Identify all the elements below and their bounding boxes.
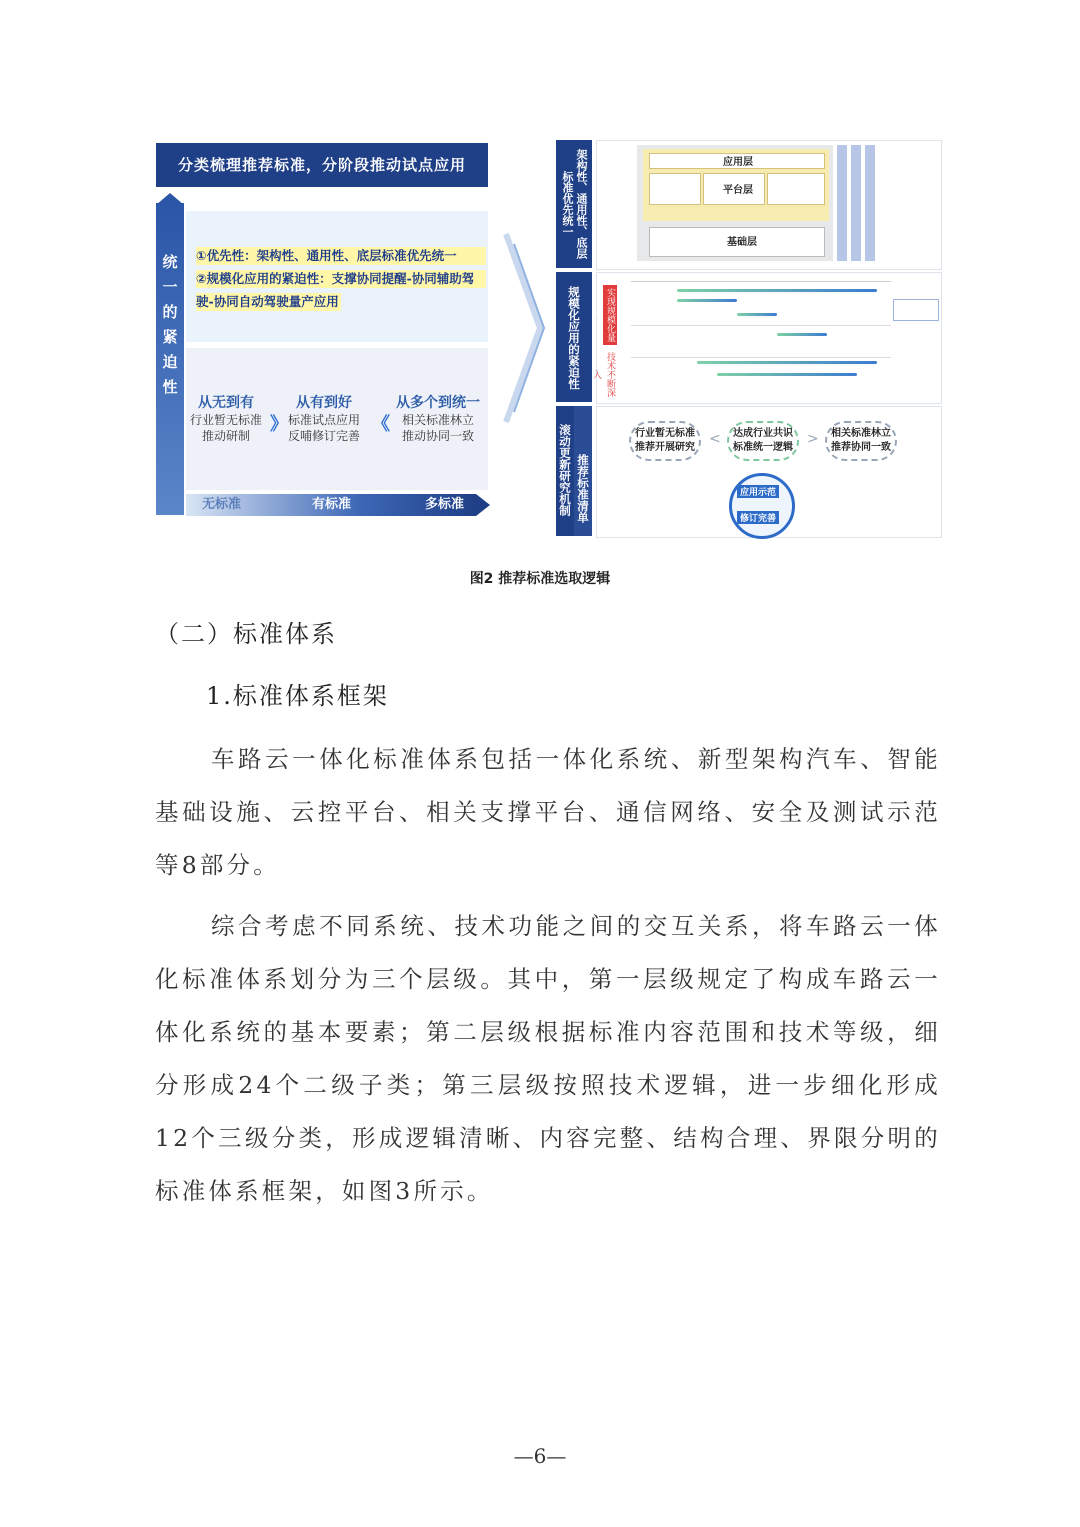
section3-label-a	[556, 406, 574, 536]
timeline-bar	[777, 333, 827, 336]
stage-desc: 反哺修订完善	[287, 429, 360, 443]
stage-heading: 从无到有	[198, 395, 254, 411]
axis-label: 多标准	[425, 497, 465, 512]
paragraph: 车路云一体化标准体系包括一体化系统、新型架构汽车、智能基础设施、云控平台、相关支撑平台、通信网络、安全及测试示范等8部分。	[155, 745, 941, 879]
timeline-bar	[677, 289, 877, 292]
paragraph: 综合考虑不同系统、技术功能之间的交互关系，将车路云一体化标准体系划分为三个层级。其中，第一层级规定了构成车路云一体化系统的基本要素；第二层级根据标准内容范围和技术等级，细分形成24个二级子类；第三层级按照技术逻辑，进一步细化形成12个三级分类，形成逻辑清晰、内容完整、结构合理、界限分明的标准体系框架，如图3所示。	[155, 912, 941, 1205]
cycle-circle	[729, 473, 795, 539]
section3-label-b	[574, 406, 592, 536]
side-column	[865, 145, 875, 261]
cycle-node	[825, 421, 897, 461]
cycle-label: 修订完善	[737, 511, 779, 524]
timeline-bar	[737, 313, 777, 316]
grid-line	[631, 281, 891, 282]
chevron-right-icon: >	[807, 431, 819, 447]
section2-label-text: 规模化应用的紧迫性	[567, 286, 581, 390]
chevron-left-icon: <	[709, 431, 721, 447]
cycle-node	[727, 421, 799, 461]
cycle-node-line: 达成行业共识	[733, 428, 793, 439]
stage-desc: 推动研制	[201, 429, 250, 443]
timeline-bar	[717, 373, 857, 376]
vchar: 紧	[162, 328, 178, 346]
stage-desc: 相关标准林立	[401, 413, 474, 427]
side-column	[851, 145, 861, 261]
urgency-vertical-label	[158, 250, 182, 400]
stage-heading: 从多个到统一	[396, 395, 480, 411]
stage-desc: 推动协同一致	[401, 429, 474, 443]
axis-label: 无标准	[202, 497, 242, 512]
grid-line	[631, 325, 891, 326]
stage-desc: 标准试点应用	[287, 413, 360, 427]
tag-red: 实现规模化量产	[603, 285, 617, 345]
block	[649, 173, 701, 205]
tag-text: 技术不断深入	[591, 351, 615, 397]
cycle-label: 应用示范	[737, 485, 779, 498]
section1-label-text: 架构性、通用性、底层标准优先统一	[561, 149, 588, 259]
section1-label	[556, 140, 592, 268]
vchar: 一	[162, 278, 178, 296]
figure-banner: 分类梳理推荐标准，分阶段推动试点应用	[156, 143, 488, 187]
backward-arrow-icon: 《	[372, 414, 390, 435]
legend-box	[893, 299, 939, 321]
vchar: 迫	[162, 353, 178, 371]
priority-line: ②规模化应用的紧迫性：支撑协同提醒-协同辅助驾	[196, 270, 486, 288]
stage-heading: 从有到好	[296, 395, 352, 411]
cycle-node-line: 标准统一逻辑	[733, 442, 793, 453]
side-column	[837, 145, 847, 261]
cycle-node-line: 相关标准林立	[831, 428, 891, 439]
timeline-diagram	[591, 272, 942, 404]
cycle-node	[629, 421, 701, 461]
cycle-node-line: 行业暂无标准	[635, 428, 695, 439]
block	[767, 173, 825, 205]
priority-line: ①优先性：架构性、通用性、底层标准优先统一	[196, 247, 486, 265]
timeline-bar	[697, 361, 877, 364]
vchar: 统	[162, 253, 178, 271]
section3-label-a-text: 滚动更新研究机制	[558, 424, 572, 516]
axis-label: 有标准	[312, 497, 352, 512]
section3-label-b-text: 推荐标准清单	[576, 453, 590, 523]
layer-label: 平台层	[723, 185, 753, 196]
layer-label: 应用层	[723, 157, 753, 168]
timeline-bar	[677, 299, 737, 302]
subsection-heading: 1.标准体系框架	[206, 682, 389, 710]
vchar: 性	[162, 378, 178, 396]
priority-line: 驶-协同自动驾驶量产应用	[196, 293, 341, 311]
stage-desc: 行业暂无标准	[189, 413, 262, 427]
grid-line	[631, 357, 891, 358]
page-number: —6—	[513, 1444, 567, 1468]
cycle-node-line: 推荐协同一致	[831, 442, 891, 453]
figure-caption: 图2 推荐标准选取逻辑	[469, 571, 611, 587]
chevron-right-icon	[500, 228, 550, 428]
forward-arrow-icon: 》	[270, 414, 288, 435]
architecture-diagram	[596, 140, 942, 270]
cycle-diagram	[596, 406, 942, 538]
section-heading: （二）标准体系	[155, 620, 337, 648]
layer-label: 基础层	[727, 237, 757, 248]
section2-label	[556, 272, 592, 402]
cycle-node-line: 推荐开展研究	[635, 442, 695, 453]
vchar: 的	[162, 303, 178, 321]
